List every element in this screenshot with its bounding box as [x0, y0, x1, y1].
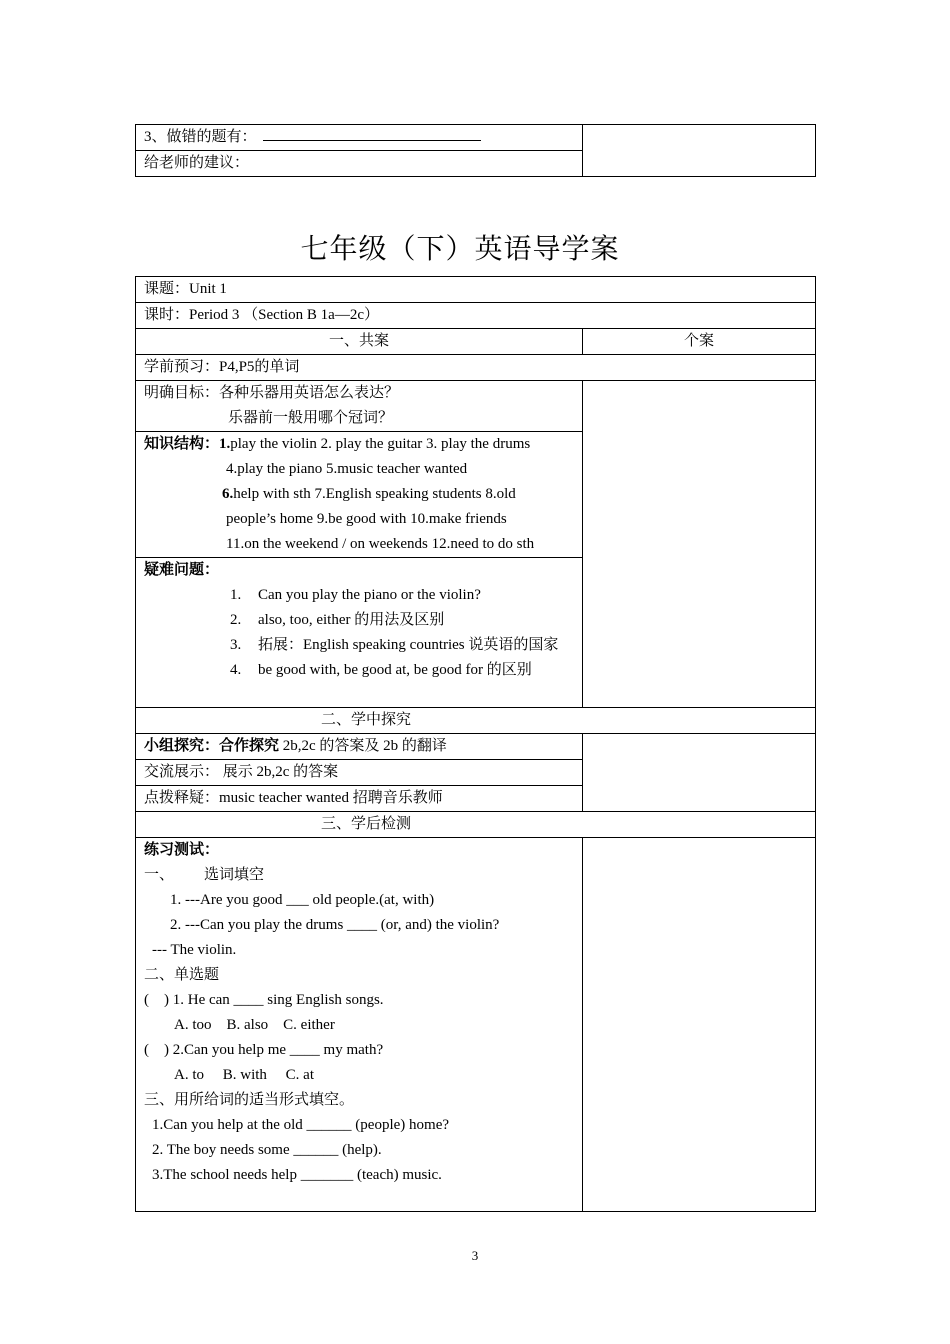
knowledge-line3: help with sth 7.English speaking students 8.old	[233, 486, 516, 502]
part2-q2-options: A. to B. with C. at	[174, 1067, 315, 1083]
group-label: 小组探究：合作探究	[144, 738, 280, 754]
section3-header: 三、学后检测	[136, 812, 816, 838]
suggestion-label: 给老师的建议：	[144, 155, 250, 171]
period-cell: 课时：Period 3 （Section B 1a—2c）	[136, 303, 816, 329]
wrong-questions-cell	[136, 125, 583, 151]
page-number: 3	[471, 1248, 479, 1263]
list-item: 3. 拓展：English speaking countries 说英语的国家	[230, 637, 559, 653]
individual-notes-1	[583, 381, 816, 708]
part1-title: 一、 选词填空	[144, 867, 265, 883]
goals-line2: 乐器前一般用哪个冠词？	[228, 410, 394, 426]
part2-q1-options: A. too B. also C. either	[174, 1017, 335, 1033]
goals-line1: 各种乐器用英语怎么表达？	[219, 385, 400, 401]
topic-cell: 课题：Unit 1	[136, 277, 816, 303]
individual-notes-2	[583, 734, 816, 812]
part1-q2: 2. ---Can you play the drums ____ (or, and) the violin?	[170, 917, 500, 933]
exchange-cell: 交流展示： 展示 2b,2c 的答案	[136, 760, 583, 786]
part2-q1: ( ) 1. He can ____ sing English songs.	[144, 992, 384, 1008]
knowledge-line4: people’s home 9.be good with 10.make friends	[226, 511, 507, 527]
goals-label: 明确目标：	[144, 385, 220, 401]
knowledge-line5: 11.on the weekend / on weekends 12.need to do sth	[226, 536, 535, 552]
answer-blank	[263, 126, 481, 141]
list-item: 1. Can you play the piano or the violin?	[230, 587, 481, 603]
side-cell	[583, 125, 816, 177]
knowledge-line2: 4.play the piano 5.music teacher wanted	[226, 461, 468, 477]
tips-cell: 点拨释疑：music teacher wanted 招聘音乐教师	[136, 786, 583, 812]
group-cell	[136, 734, 583, 760]
part1-q1: 1. ---Are you good ___ old people.(at, with)	[170, 892, 435, 908]
knowledge-num6: 6.	[222, 486, 234, 502]
wrong-questions-label: 3、做错的题有：	[144, 129, 257, 145]
difficulties-label: 疑难问题：	[144, 562, 220, 578]
practice-cell	[136, 838, 583, 1212]
study-guide-table	[135, 276, 816, 1212]
difficulties-list	[144, 583, 574, 683]
goals-cell	[136, 381, 583, 432]
part1-q2-answer: --- The violin.	[152, 942, 237, 958]
practice-label: 练习测试：	[144, 842, 220, 858]
top-feedback-table	[135, 124, 816, 177]
section1-header: 一、共案	[136, 329, 583, 355]
page-title: 七年级（下）英语导学案	[300, 234, 620, 265]
individual-notes-3	[583, 838, 816, 1212]
part3-q1: 1.Can you help at the old ______ (people) home?	[152, 1117, 450, 1133]
knowledge-num1: 1.	[219, 436, 231, 452]
group-text: 2b,2c 的答案及 2b 的翻译	[279, 738, 447, 754]
part3-q3: 3.The school needs help _______ (teach) music.	[152, 1167, 442, 1183]
knowledge-cell	[136, 432, 583, 558]
list-item: 2. also, too, either 的用法及区别	[230, 612, 445, 628]
preview-cell: 学前预习：P4,P5的单词	[136, 355, 816, 381]
part2-q2: ( ) 2.Can you help me ____ my math?	[144, 1042, 384, 1058]
part3-q2: 2. The boy needs some ______ (help).	[152, 1142, 382, 1158]
knowledge-line1: play the violin 2. play the guitar 3. play the drums	[230, 436, 531, 452]
difficulties-cell	[136, 558, 583, 708]
list-item: 4. be good with, be good at, be good for 的区别	[230, 662, 532, 678]
suggestion-cell	[136, 151, 583, 177]
knowledge-label: 知识结构：	[144, 436, 220, 452]
individual-header: 个案	[583, 329, 816, 355]
part3-title: 三、用所给词的适当形式填空。	[144, 1092, 355, 1108]
part2-title: 二、单选题	[144, 967, 220, 983]
section2-header: 二、学中探究	[136, 708, 816, 734]
